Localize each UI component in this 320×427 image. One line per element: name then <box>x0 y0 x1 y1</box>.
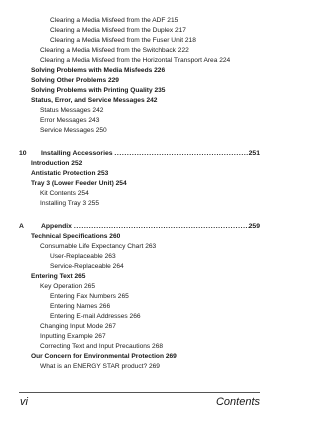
toc-entry[interactable]: User-Replaceable 263 <box>50 253 116 260</box>
toc-entry[interactable]: Clearing a Media Misfeed from the ADF 215 <box>50 17 179 24</box>
toc-entry[interactable]: Installing Tray 3 255 <box>40 200 100 207</box>
chapter-number: 10 <box>19 150 27 157</box>
toc-entry[interactable]: Service-Replaceable 264 <box>50 263 124 270</box>
dot-leader <box>74 222 249 231</box>
footer-divider <box>19 392 260 393</box>
toc-entry[interactable]: Entering Fax Numbers 265 <box>50 293 129 300</box>
toc-section[interactable]: Our Concern for Environmental Protection 269 <box>31 353 177 360</box>
toc-entry[interactable]: Clearing a Media Misfeed from the Duplex 217 <box>50 27 186 34</box>
chapter-number: A <box>19 223 24 230</box>
toc-section[interactable]: Solving Problems with Printing Quality 235 <box>31 87 166 94</box>
footer-section-title: Contents <box>215 396 260 408</box>
chapter-title: Installing Accessories <box>41 150 115 157</box>
toc-entry[interactable]: Status Messages 242 <box>40 107 104 114</box>
toc-section[interactable]: Status, Error, and Service Messages 242 <box>31 97 158 104</box>
toc-entry[interactable]: Kit Contents 254 <box>40 190 89 197</box>
toc-section[interactable]: Entering Text 265 <box>31 273 86 280</box>
toc-entry[interactable]: Service Messages 250 <box>40 127 107 134</box>
toc-section[interactable]: Tray 3 (Lower Feeder Unit) 254 <box>31 180 127 187</box>
chapter-page: 259 <box>248 223 260 230</box>
toc-section[interactable]: Solving Other Problems 229 <box>31 77 119 84</box>
dot-leader <box>114 149 248 158</box>
toc-chapter[interactable] <box>19 222 260 231</box>
toc-entry[interactable]: Consumable Life Expectancy Chart 263 <box>40 243 157 250</box>
toc-chapter[interactable] <box>19 149 260 158</box>
toc-section[interactable]: Antistatic Protection 253 <box>31 170 109 177</box>
toc-entry[interactable]: Entering E-mail Addresses 266 <box>50 313 141 320</box>
toc-entry[interactable]: Clearing a Media Misfeed from the Fuser Unit 218 <box>50 37 196 44</box>
chapter-page: 251 <box>248 150 260 157</box>
toc-entry[interactable]: Clearing a Media Misfeed from the Switchback 222 <box>40 47 189 54</box>
chapter-title: Appendix <box>41 223 74 230</box>
toc-entry[interactable]: Clearing a Media Misfeed from the Horizontal Transport Area 224 <box>40 57 231 64</box>
toc-entry[interactable]: Inputting Example 267 <box>40 333 106 340</box>
toc-section[interactable]: Solving Problems with Media Misfeeds 226 <box>31 67 166 74</box>
toc-section[interactable]: Technical Specifications 260 <box>31 233 121 240</box>
toc-entry[interactable]: Changing Input Mode 267 <box>40 323 116 330</box>
toc-entry[interactable]: Error Messages 243 <box>40 117 100 124</box>
toc-entry[interactable]: What is an ENERGY STAR product? 269 <box>40 363 160 370</box>
toc-section[interactable]: Introduction 252 <box>31 160 83 167</box>
page-number: vi <box>20 396 28 408</box>
toc-entry[interactable]: Key Operation 265 <box>40 283 95 290</box>
toc-entry[interactable]: Entering Names 266 <box>50 303 111 310</box>
toc-entry[interactable]: Correcting Text and Input Precautions 268 <box>40 343 164 350</box>
